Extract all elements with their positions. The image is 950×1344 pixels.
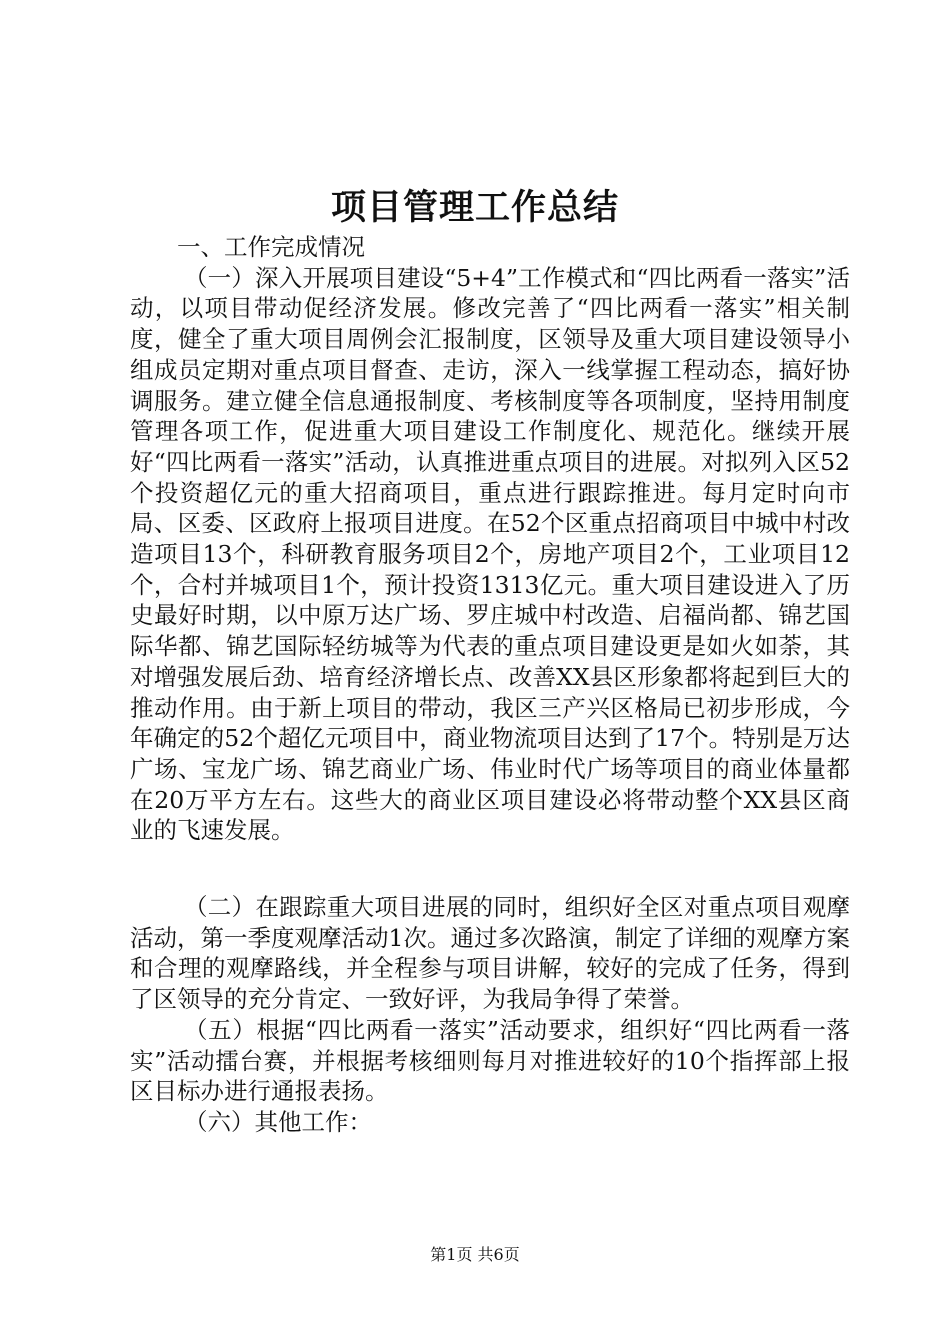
page-footer: 第1页 共6页 <box>430 1245 520 1264</box>
paragraph-1: （一）深入开展项目建设“5+4”工作模式和“四比两看一落实”活动，以项目带动促经济发展。修改完善了“四比两看一落实”相关制度，健全了重大项目周例会汇报制度，区领导及重大项目建设领导小组成员定期对重点项目督查、走访，深入一线掌握工程动态，搞好协调服务。建立健全信息通报制度、考核制度等各项制度，坚持用制度管理各项工作，促进重大项目建设工作制度化、规范化。继续开展好“四比两看一落实”活动，认真推进重点项目的进展。对拟列入区52个投资超亿元的重大招商项目，重点进行跟踪推进。每月定时向市局、区委、区政府上报项目进度。在52个区重点招商项目中城中村改造项目13个，科研教育服务项目2个，房地产项目2个，工业项目12个，合村并城项目1个，预计投资1313亿元。重大项目建设进入了历史最好时期，以中原万达广场、罗庄城中村改造、启福尚都、锦艺国际华都、锦艺国际轻纺城等为代表的重点项目建设更是如火如荼，其对增强发展后劲、培育经济增长点、改善XX县区形象都将起到巨大的推动作用。由于新上项目的带动，我区三产兴区格局已初步形成，今年确定的52个超亿元项目中，商业物流项目达到了17个。特别是万达广场、宝龙广场、锦艺商业广场、伟业时代广场等项目的商业体量都在20万平方左右。这些大的商业区项目建设必将带动整个XX县区商业的飞速发展。 <box>130 263 850 845</box>
paragraph-2: （二）在跟踪重大项目进展的同时，组织好全区对重点项目观摩活动，第一季度观摩活动1次。通过多次路演，制定了详细的观摩方案和合理的观摩路线，并全程参与项目讲解，较好的完成了任务，得到了区领导的充分肯定、一致好评，为我局争得了荣誉。 <box>130 893 850 1014</box>
paragraph-gap <box>130 846 850 892</box>
document-body <box>130 232 850 1138</box>
paragraph-4: （六）其他工作： <box>184 1107 372 1136</box>
section-heading: 一、工作完成情况 <box>177 233 365 261</box>
document-title: 项目管理工作总结 <box>330 187 619 228</box>
paragraph-3: （五）根据“四比两看一落实”活动要求，组织好“四比两看一落实”活动擂台赛，并根据考核细则每月对推进较好的10个指挥部上报区目标办进行通报表扬。 <box>130 1015 850 1106</box>
